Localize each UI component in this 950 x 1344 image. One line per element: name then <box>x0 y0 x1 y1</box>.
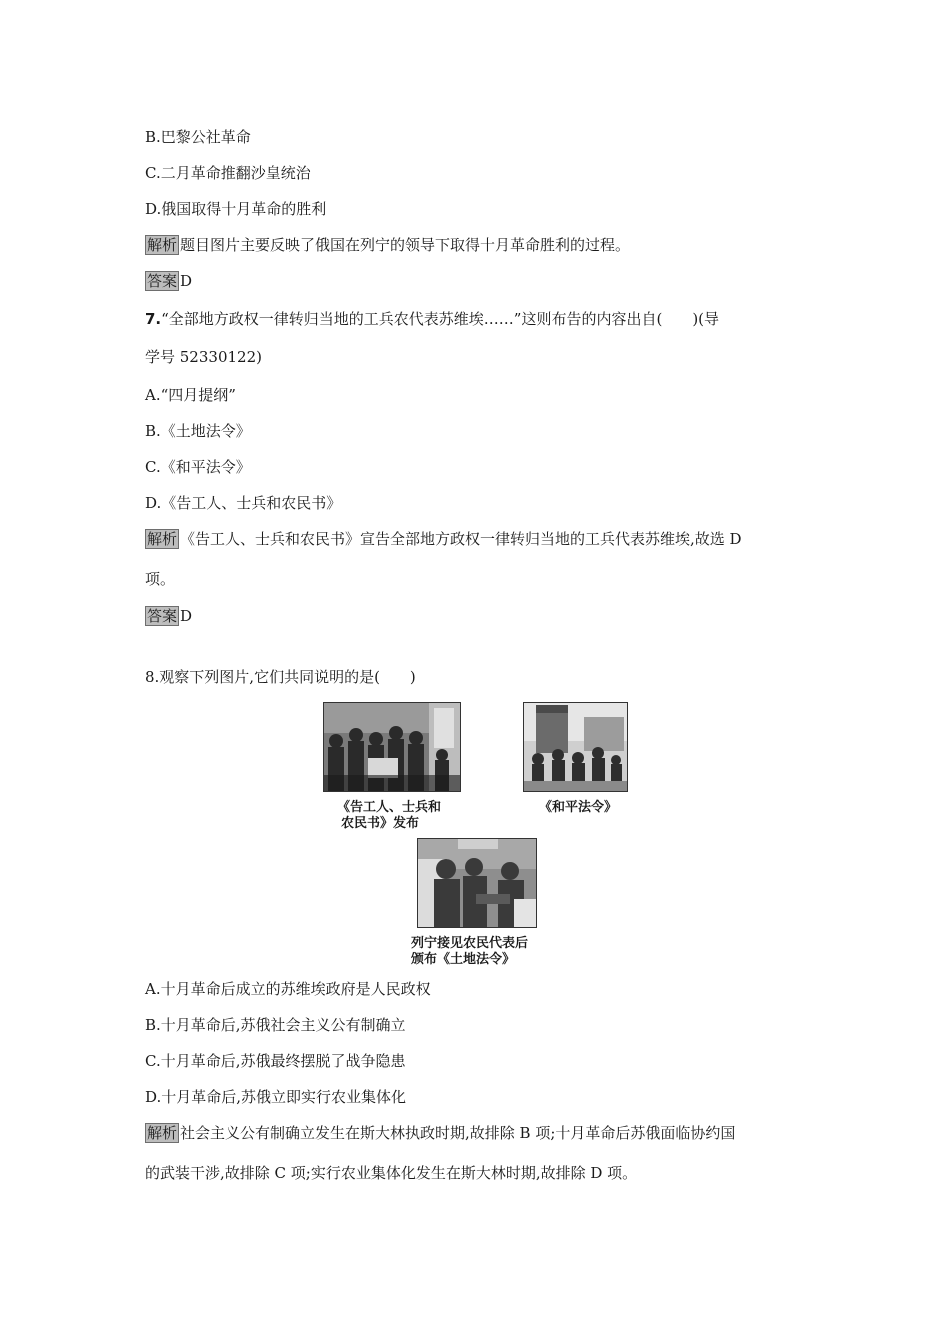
caption-proclamation-line2: 农民书》发布 <box>341 816 420 831</box>
q6-option-c: C.二月革命推翻沙皇统治 <box>145 164 311 182</box>
analysis-tag: 解析 <box>147 530 178 548</box>
q8-stem: 8.观察下列图片,它们共同说明的是( ) <box>145 668 416 686</box>
caption-proclamation-line1: 《告工人、士兵和 <box>337 800 442 815</box>
analysis-tag: 解析 <box>147 1124 178 1142</box>
q7-option-c: C.《和平法令》 <box>145 458 251 476</box>
photo-proclamation <box>323 702 461 792</box>
q6-analysis <box>145 235 630 255</box>
q7-number: 7. <box>145 310 162 328</box>
q7-answer-text: D <box>180 607 193 625</box>
caption-land-decree-line1: 列宁接见农民代表后 <box>411 936 529 951</box>
answer-tag: 答案 <box>147 272 178 290</box>
q7-analysis <box>145 529 742 549</box>
q6-answer <box>145 271 192 291</box>
q6-option-b: B.巴黎公社革命 <box>145 128 251 146</box>
q8-analysis-text: 社会主义公有制确立发生在斯大林执政时期,故排除 B 项;十月革命后苏俄面临协约国 <box>180 1124 736 1142</box>
q7-analysis-text: 《告工人、士兵和农民书》宣告全部地方政权一律转归当地的工兵代表苏维埃,故选 D <box>180 530 742 548</box>
q7-analysis-line2: 项。 <box>145 570 176 588</box>
q6-answer-text: D <box>180 272 193 290</box>
q7-stem-line2: 学号 52330122) <box>145 348 262 366</box>
photo-land-decree <box>417 838 537 928</box>
q7-stem-line1 <box>145 309 719 329</box>
q7-option-d: D.《告工人、士兵和农民书》 <box>145 494 342 512</box>
q7-stem-text: “全部地方政权一律转归当地的工兵农代表苏维埃……”这则布告的内容出自( )(导 <box>161 310 720 328</box>
q8-option-c: C.十月革命后,苏俄最终摆脱了战争隐患 <box>145 1052 406 1070</box>
q8-option-a: A.十月革命后成立的苏维埃政府是人民政权 <box>145 980 431 998</box>
q6-analysis-text: 题目图片主要反映了俄国在列宁的领导下取得十月革命胜利的过程。 <box>180 236 631 254</box>
caption-peace-decree: 《和平法令》 <box>539 800 618 815</box>
q8-analysis <box>145 1123 735 1143</box>
q6-option-d: D.俄国取得十月革命的胜利 <box>145 200 327 218</box>
q7-answer <box>145 606 192 626</box>
q8-analysis-line2: 的武装干涉,故排除 C 项;实行农业集体化发生在斯大林时期,故排除 D 项。 <box>145 1164 638 1182</box>
photo-peace-decree <box>523 702 628 792</box>
q8-option-d: D.十月革命后,苏俄立即实行农业集体化 <box>145 1088 407 1106</box>
q7-option-a: A.“四月提纲” <box>145 386 236 404</box>
analysis-tag: 解析 <box>147 236 178 254</box>
q7-option-b: B.《土地法令》 <box>145 422 251 440</box>
q8-option-b: B.十月革命后,苏俄社会主义公有制确立 <box>145 1016 406 1034</box>
caption-land-decree-line2: 颁布《土地法令》 <box>411 952 516 967</box>
answer-tag: 答案 <box>147 607 178 625</box>
